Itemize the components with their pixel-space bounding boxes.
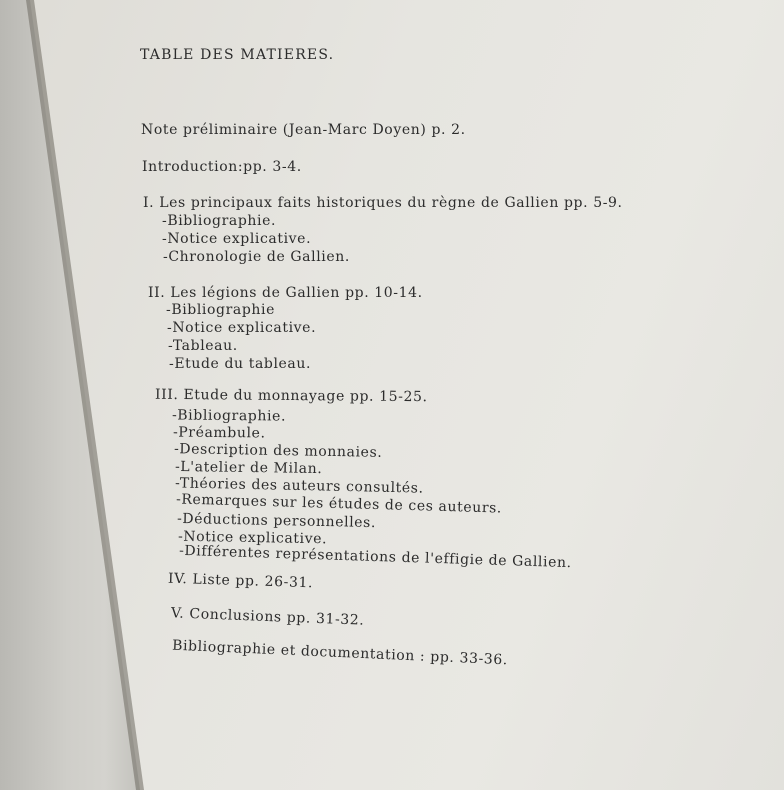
toc-section-3-heading: III. Etude du monnayage pp. 15-25. — [154, 386, 428, 406]
toc-section-3-item: -Théories des auteurs consultés. — [174, 475, 424, 497]
toc-section-3-item: -Différentes représentations de l'effigie de Gallien. — [178, 542, 572, 572]
toc-section-3-item: -Description des monnaies. — [173, 441, 383, 461]
toc-section-1-item: -Notice explicative. — [162, 231, 312, 247]
toc-section-2-item: -Bibliographie — [166, 302, 275, 318]
toc-title: TABLE DES MATIERES. — [140, 47, 335, 63]
toc-section-2-item: -Tableau. — [168, 338, 238, 354]
toc-section-3-item: -Bibliographie. — [171, 407, 287, 425]
toc-section-3-item: -Remarques sur les études de ces auteurs. — [175, 491, 503, 517]
toc-note: Note préliminaire (Jean-Marc Doyen) p. 2. — [141, 122, 466, 138]
toc-section-3-item: -Notice explicative. — [177, 528, 328, 548]
toc-section-1-heading: I. Les principaux faits historiques du règne de Gallien pp. 5-9. — [143, 195, 623, 211]
toc-section-5: V. Conclusions pp. 31-32. — [170, 605, 365, 629]
toc-intro: Introduction:pp. 3-4. — [142, 159, 302, 175]
toc-section-3-item: -Préambule. — [172, 424, 266, 442]
toc-section-2-item: -Etude du tableau. — [169, 356, 312, 372]
toc-section-2-heading: II. Les légions de Gallien pp. 10-14. — [148, 285, 423, 301]
toc-section-1-item: -Bibliographie. — [162, 213, 277, 229]
toc-bibliography: Bibliographie et documentation : pp. 33-36. — [171, 637, 509, 669]
toc-section-2-item: -Notice explicative. — [167, 320, 317, 336]
toc-section-4: IV. Liste pp. 26-31. — [167, 570, 314, 592]
toc-section-1-item: -Chronologie de Gallien. — [163, 249, 350, 265]
toc-section-3-item: -Déductions personnelles. — [176, 510, 377, 532]
toc-section-3-item: -L'atelier de Milan. — [174, 458, 323, 478]
